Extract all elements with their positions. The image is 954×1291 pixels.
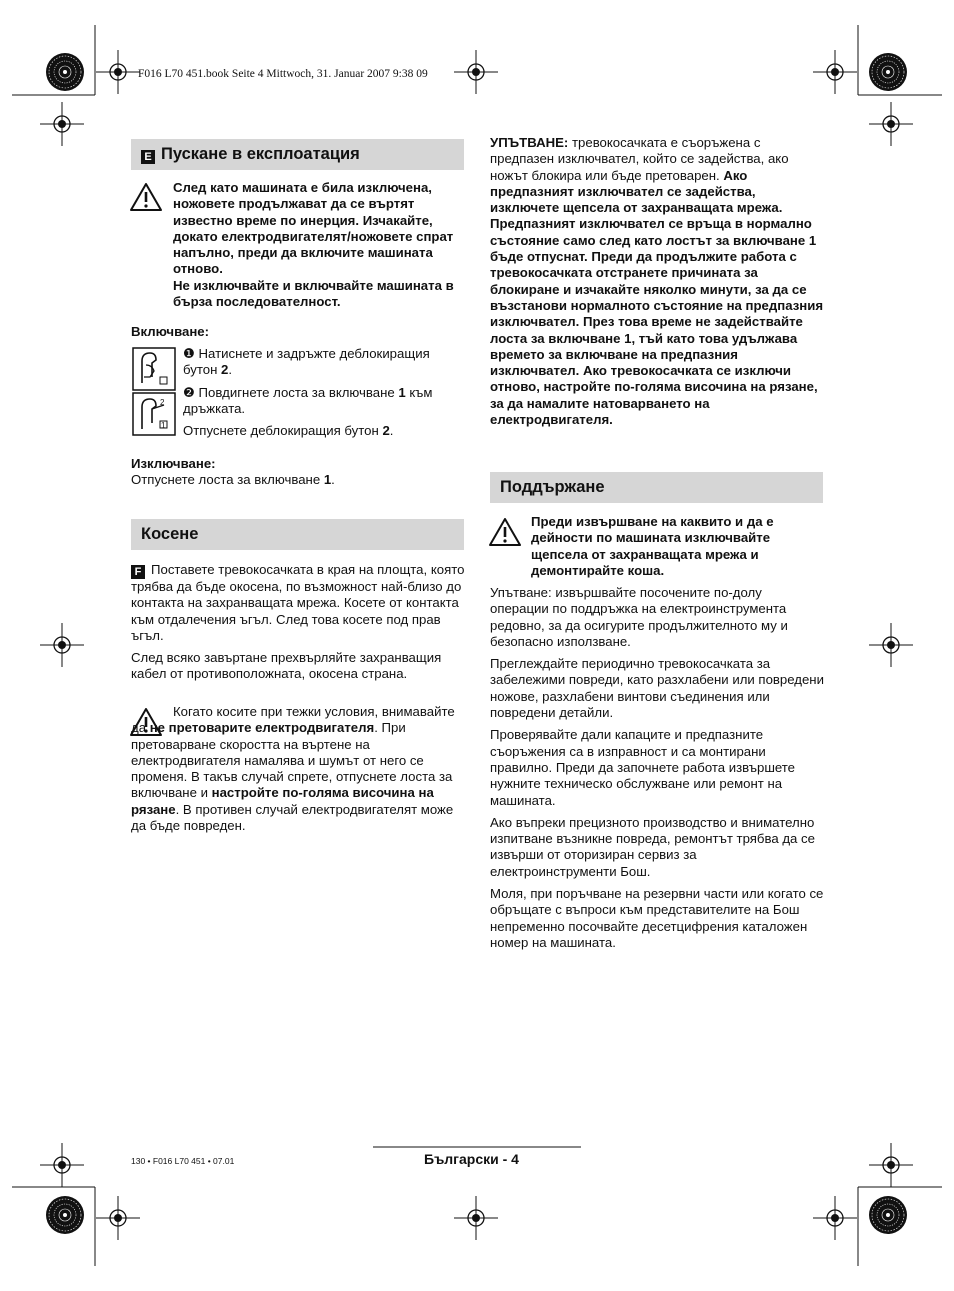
caution-note: УПЪТВАНЕ: тревокосачката е съоръжена с предпазен изключвател, който се задейства, ако ножът блокира или бъде претоварен. Ако предпазният изключвател се задейства, изключете щепсела от захранващата мрежа. Предпазният изключвател се връща в нормално състояние само след като лостът за включване 1 бъде отпуснат. Преди да продължите работа с тревокосачката отстранете причината за блокиране и изчакайте няколко минути, за да се възстанови нормалното състояние на предпазния изключвател. През това време не задействайте лоста за включване 1, тъй като това удължава времето за включване на предпазния изключвател. Ако тревокосачката се изключи отново, настройте по-голяма височина на рязане, за да намалите натоварването на електродвигателя.	[490, 135, 824, 428]
book-info-line: F016 L70 451.book Seite 4 Mittwoch, 31. Januar 2007 9:38 09	[138, 68, 428, 80]
start-warning-text-2: Не изключвайте и включвайте машината в бърза последователност.	[173, 277, 454, 310]
warning-triangle-icon	[488, 517, 522, 547]
maintenance-para-2: Преглеждайте периодично тревокосачката за забележими повреди, като разхлабени или повредени ножове, разхлабени винтови съединения или повредени детайли.	[490, 656, 824, 721]
registration-wheel-bottom-right	[869, 1196, 907, 1234]
mowing-body	[131, 562, 465, 689]
switch-icon-label-2: 2	[160, 398, 165, 407]
switch-off-text: Отпуснете лоста за включване 1.	[131, 472, 335, 488]
start-warning	[173, 180, 465, 310]
maintenance-para-1: Упътване: извършвайте посочените по-долу операции по поддръжка на електроинструмента редовно, за да осигурите продължителното му и безопасно използване.	[490, 585, 788, 649]
maintenance-para-5: Моля, при поръчване на резервни части или когато се обръщате с въпроси към представителите на Бош непременно посочвайте десетцифрения каталожен номер на машината.	[490, 886, 824, 950]
step-1: ❶ Натиснете и задръжте деблокиращия бутон 2.	[183, 346, 430, 378]
maintenance-para-3: Проверявайте дали капаците и предпазните съоръжения са в изправност и са монтирани правилно. Преди да започнете работа извършете нужните техническо обслужване или ремонт на машината.	[490, 727, 796, 808]
maintenance-warning: Преди извършване на каквито и да е дейности по машината изключвайте щепсела от захранващата мрежа и демонтирайте коша.	[531, 514, 774, 578]
section-maintenance-heading: Поддържане	[490, 472, 823, 503]
maintenance-para-4: Ако въпреки прецизното производство и внимателно изпитване възникне повреда, ремонтът трябва да се извърши от оторизиран сервиз за електроинструменти Бош.	[490, 814, 815, 879]
maintenance-body	[490, 585, 824, 957]
switch-on-steps	[183, 346, 465, 445]
figure-marker-f: F	[131, 565, 145, 579]
switch-off	[131, 456, 465, 489]
mowing-para-1: F Поставете тревокосачката в края на площта, която трябва да бъде окосена, по възможност най-близо до контакта на захранващата мрежа. Косете от контакта към отдалечения ъгъл. След това косете под прав ъгъл.	[131, 562, 465, 643]
registration-wheel-top-left	[46, 53, 84, 91]
mowing-warning: Когато косите при тежки условия, внимавайте да не претоварите електродвигателя. При претоварване скоростта на въртене на електродвигателя намалява и шумът от него се променя. В такъв случай спрете, отпуснете лоста за включване и настройте по-голяма височина на рязане. В противен случай електродвигателят може да бъде повреден.	[131, 704, 455, 834]
figure-marker-e: E	[141, 150, 155, 164]
section-mowing-heading: Косене	[131, 519, 464, 550]
switch-icon-label-1: 1	[161, 421, 166, 430]
switch-on-heading: Включване:	[131, 324, 210, 339]
mowing-para-2: След всяко завъртане прехвърляйте захранващия кабел от противоположната, окосена страна.	[131, 650, 442, 682]
footer-code: 130 • F016 L70 451 • 07.01	[131, 1156, 235, 1166]
registration-wheel-bottom-left	[46, 1196, 84, 1234]
page-number: Български - 4	[424, 1151, 519, 1167]
caution-label: УПЪТВАНЕ:	[490, 135, 569, 150]
step-3: Отпуснете деблокиращия бутон 2.	[183, 423, 394, 439]
registration-wheel-top-right	[869, 53, 907, 91]
warning-triangle-icon	[129, 182, 163, 212]
section-start-heading	[131, 139, 464, 170]
step-2: ❷ Повдигнете лоста за включване 1 към дръжката.	[183, 384, 433, 416]
start-warning-text-1: След като машината е била изключена, ножовете продължават да се въртят известно време по инерция. Изчакайте, докато електродвигателят/ножовете спрат напълно, преди да включите машината отново.	[173, 180, 454, 277]
switch-illustration-icon	[132, 347, 176, 437]
section-start-title: Пускане в експлоатация	[161, 145, 360, 163]
switch-off-heading: Изключване:	[131, 456, 216, 471]
